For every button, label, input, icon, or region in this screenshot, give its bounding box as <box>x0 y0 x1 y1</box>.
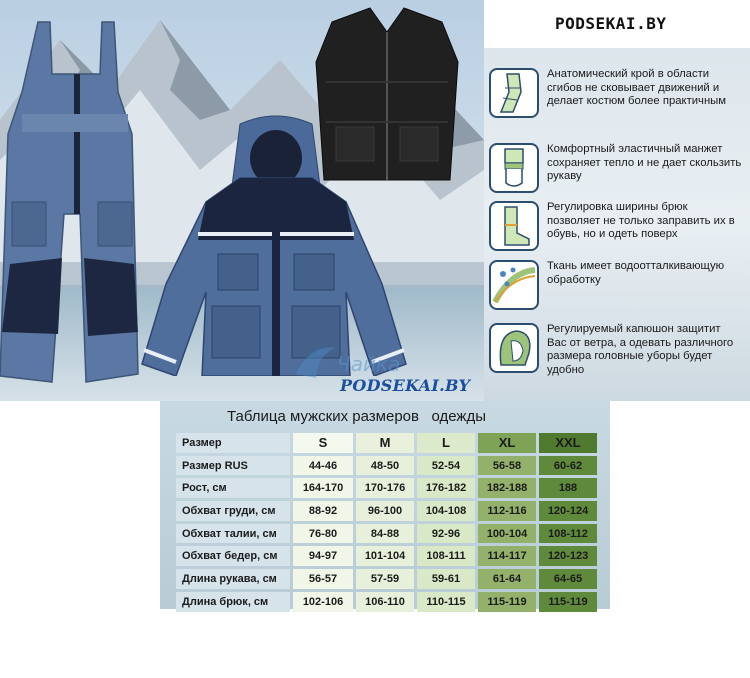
bib-pants-image <box>0 14 150 390</box>
row-label: Обхват груди, см <box>176 501 290 521</box>
table-cell: 94-97 <box>293 546 353 566</box>
table-row <box>176 478 597 498</box>
table-cell: 57-59 <box>356 569 414 589</box>
product-photo <box>0 0 484 401</box>
table-cell: 115-119 <box>478 592 536 612</box>
feature-text: Комфортный эластичный манжет сохраняет тепло и не дает скользить рукаву <box>547 143 742 183</box>
watermark-logo-text: Чайка <box>337 352 401 376</box>
knee-bend-icon <box>489 68 539 118</box>
row-label: Длина брюк, см <box>176 592 290 612</box>
table-row <box>176 524 597 544</box>
table-cell: 170-176 <box>356 478 414 498</box>
table-cell: 188 <box>539 478 597 498</box>
table-cell: 164-170 <box>293 478 353 498</box>
table-cell: 61-64 <box>478 569 536 589</box>
table-cell: 104-108 <box>417 501 475 521</box>
feature-text: Регулировка ширины брюк позволяет не только заправить их в обувь, но и одеть поверх <box>547 201 735 241</box>
table-cell: 106-110 <box>356 592 414 612</box>
table-cell: 108-111 <box>417 546 475 566</box>
brand-name: PODSEKAI.BY <box>555 14 667 33</box>
table-header-row <box>176 433 597 453</box>
table-cell: 56-58 <box>478 456 536 476</box>
header-cell: M <box>356 433 414 453</box>
table-cell: 44-46 <box>293 456 353 476</box>
table-cell: 114-117 <box>478 546 536 566</box>
row-label: Рост, см <box>176 478 290 498</box>
header-cell: XL <box>478 433 536 453</box>
boot-leg-icon <box>489 201 539 251</box>
table-row <box>176 456 597 476</box>
header-cell: XXL <box>539 433 597 453</box>
header-cell: Размер <box>176 433 290 453</box>
row-label: Обхват талии, см <box>176 524 290 544</box>
table-cell: 101-104 <box>356 546 414 566</box>
table-cell: 92-96 <box>417 524 475 544</box>
row-label: Длина рукава, см <box>176 569 290 589</box>
table-row <box>176 546 597 566</box>
water-drops-icon <box>489 260 539 310</box>
hood-head-icon <box>489 323 539 373</box>
table-row <box>176 501 597 521</box>
table-cell: 100-104 <box>478 524 536 544</box>
table-cell: 60-62 <box>539 456 597 476</box>
cuff-hand-icon <box>489 143 539 193</box>
table-cell: 108-112 <box>539 524 597 544</box>
table-cell: 64-65 <box>539 569 597 589</box>
table-cell: 120-124 <box>539 501 597 521</box>
table-cell: 102-106 <box>293 592 353 612</box>
table-cell: 56-57 <box>293 569 353 589</box>
table-cell: 84-88 <box>356 524 414 544</box>
table-cell: 59-61 <box>417 569 475 589</box>
table-cell: 115-119 <box>539 592 597 612</box>
table-cell: 96-100 <box>356 501 414 521</box>
table-cell: 110-115 <box>417 592 475 612</box>
size-table <box>173 430 600 615</box>
table-cell: 120-123 <box>539 546 597 566</box>
table-cell: 182-188 <box>478 478 536 498</box>
table-cell: 88-92 <box>293 501 353 521</box>
row-label: Обхват бедер, см <box>176 546 290 566</box>
table-cell: 76-80 <box>293 524 353 544</box>
feature-text: Ткань имеет водоотталкивающую обработку <box>547 260 725 286</box>
table-row <box>176 592 597 612</box>
feature-text: Анатомический крой в области сгибов не сковывает движений и делает костюм более практичным <box>547 68 727 108</box>
table-row <box>176 569 597 589</box>
feature-text: Регулируемый капюшон защитит Вас от ветра, а одевать различного размера головные уборы будет удобно <box>547 323 734 377</box>
jacket-image <box>136 114 412 376</box>
row-label: Размер RUS <box>176 456 290 476</box>
header-cell: S <box>293 433 353 453</box>
table-cell: 112-116 <box>478 501 536 521</box>
header-cell: L <box>417 433 475 453</box>
watermark-brand: PODSEKAI.BY <box>340 376 471 395</box>
size-table-title: Таблица мужских размеров одежды <box>227 408 486 425</box>
table-cell: 52-54 <box>417 456 475 476</box>
table-cell: 48-50 <box>356 456 414 476</box>
table-cell: 176-182 <box>417 478 475 498</box>
